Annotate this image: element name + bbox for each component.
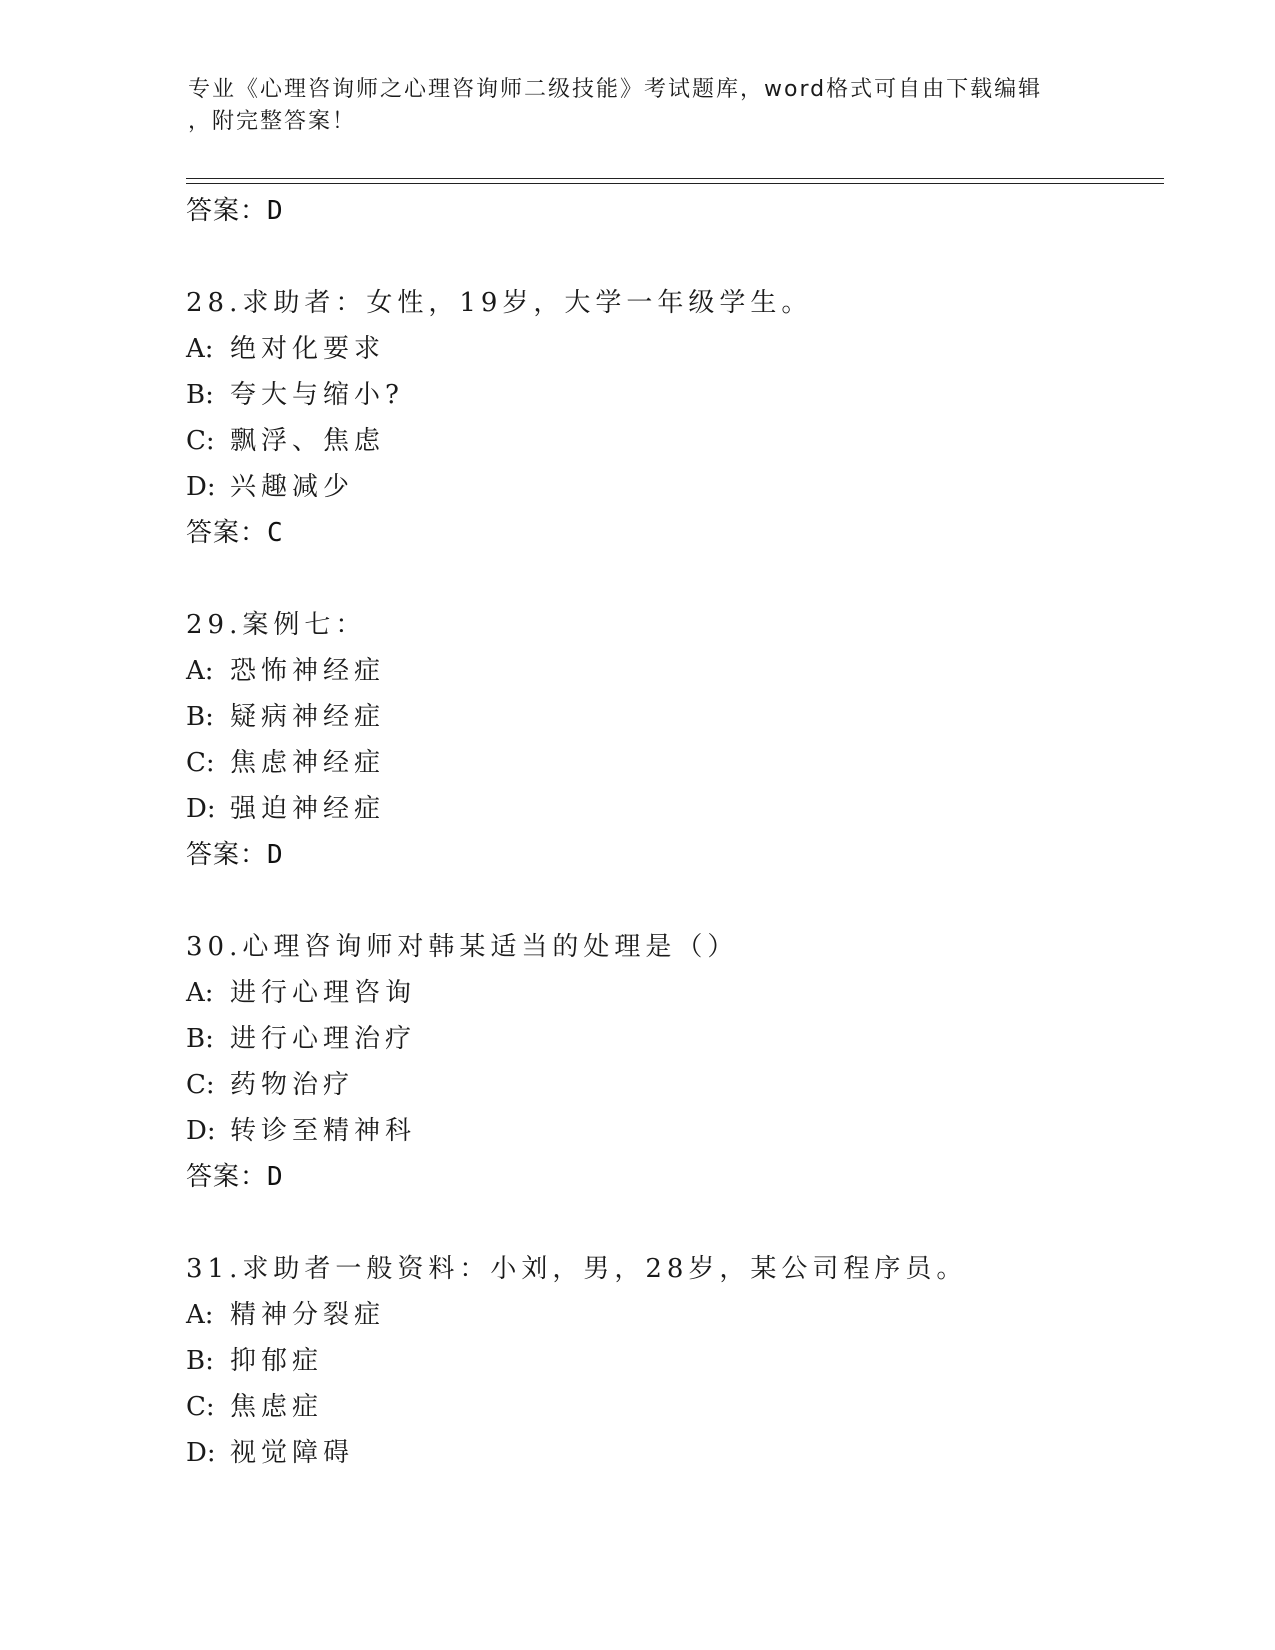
question-stem: 28.求助者：女性，19岁，大学一年级学生。	[186, 288, 813, 318]
option-text: 焦虑症	[230, 1392, 324, 1422]
answer-label: 答案：	[186, 518, 268, 548]
answer-value: D	[267, 840, 284, 870]
spacer	[186, 234, 1166, 280]
option-d	[186, 464, 1166, 510]
option-key: B:	[186, 1346, 214, 1376]
option-b	[186, 1016, 1166, 1062]
option-key: C:	[186, 1070, 215, 1100]
answer-line	[186, 510, 1166, 556]
answer-value: D	[267, 196, 284, 226]
answer-line	[186, 832, 1166, 878]
option-c	[186, 1062, 1166, 1108]
answer-line	[186, 1154, 1166, 1200]
option-key: A:	[186, 656, 214, 686]
spacer	[186, 556, 1166, 602]
option-c	[186, 740, 1166, 786]
header-line-1: 专业《心理咨询师之心理咨询师二级技能》考试题库，word格式可自由下载编辑	[188, 77, 1043, 102]
option-d	[186, 786, 1166, 832]
option-text: 兴趣减少	[230, 472, 355, 502]
option-a	[186, 1292, 1166, 1338]
option-key: D:	[186, 1438, 216, 1468]
answer-label: 答案：	[186, 1162, 268, 1192]
document-body	[186, 188, 1166, 1476]
spacer	[186, 878, 1166, 924]
option-key: A:	[186, 1300, 214, 1330]
question-stem: 30.心理咨询师对韩某适当的处理是（）	[186, 932, 739, 962]
option-key: C:	[186, 1392, 215, 1422]
header-rule-bottom	[186, 183, 1164, 184]
option-a	[186, 326, 1166, 372]
option-d	[186, 1108, 1166, 1154]
option-text: 转诊至精神科	[230, 1116, 417, 1146]
question-stem: 29.案例七：	[186, 610, 367, 640]
option-text: 进行心理治疗	[230, 1024, 417, 1054]
option-key: D:	[186, 794, 216, 824]
option-text: 精神分裂症	[230, 1300, 386, 1330]
question-28	[186, 280, 1166, 556]
answer-label: 答案：	[186, 840, 268, 870]
option-key: A:	[186, 978, 214, 1008]
option-key: C:	[186, 426, 215, 456]
answer-value: D	[267, 1162, 284, 1192]
option-a	[186, 648, 1166, 694]
option-c	[186, 418, 1166, 464]
option-text: 飘浮、焦虑	[230, 426, 386, 456]
question-30	[186, 924, 1166, 1200]
option-text: 视觉障碍	[230, 1438, 355, 1468]
option-b	[186, 372, 1166, 418]
option-text: 进行心理咨询	[230, 978, 417, 1008]
option-b	[186, 1338, 1166, 1384]
question-31	[186, 1246, 1166, 1476]
answer-value: C	[267, 518, 284, 548]
option-text: 药物治疗	[230, 1070, 355, 1100]
option-key: D:	[186, 1116, 216, 1146]
option-b	[186, 694, 1166, 740]
answer-label: 答案：	[186, 196, 268, 226]
option-text: 焦虑神经症	[230, 748, 386, 778]
question-stem: 31.求助者一般资料：小刘，男，28岁，某公司程序员。	[186, 1254, 968, 1284]
option-key: C:	[186, 748, 215, 778]
option-key: B:	[186, 1024, 214, 1054]
option-key: B:	[186, 702, 214, 732]
option-text: 抑郁症	[230, 1346, 324, 1376]
spacer	[186, 1200, 1166, 1246]
option-text: 绝对化要求	[230, 334, 386, 364]
option-text: 疑病神经症	[230, 702, 386, 732]
header-line-2: ，附完整答案！	[188, 109, 357, 134]
option-key: A:	[186, 334, 214, 364]
option-text: 夸大与缩小?	[230, 380, 404, 410]
option-d	[186, 1430, 1166, 1476]
option-a	[186, 970, 1166, 1016]
header-rule-top	[186, 178, 1164, 179]
option-text: 强迫神经症	[230, 794, 386, 824]
option-key: D:	[186, 472, 216, 502]
option-key: B:	[186, 380, 214, 410]
document-header	[188, 74, 1088, 138]
answer-line	[186, 188, 1166, 234]
option-text: 恐怖神经症	[230, 656, 386, 686]
option-c	[186, 1384, 1166, 1430]
question-29	[186, 602, 1166, 878]
